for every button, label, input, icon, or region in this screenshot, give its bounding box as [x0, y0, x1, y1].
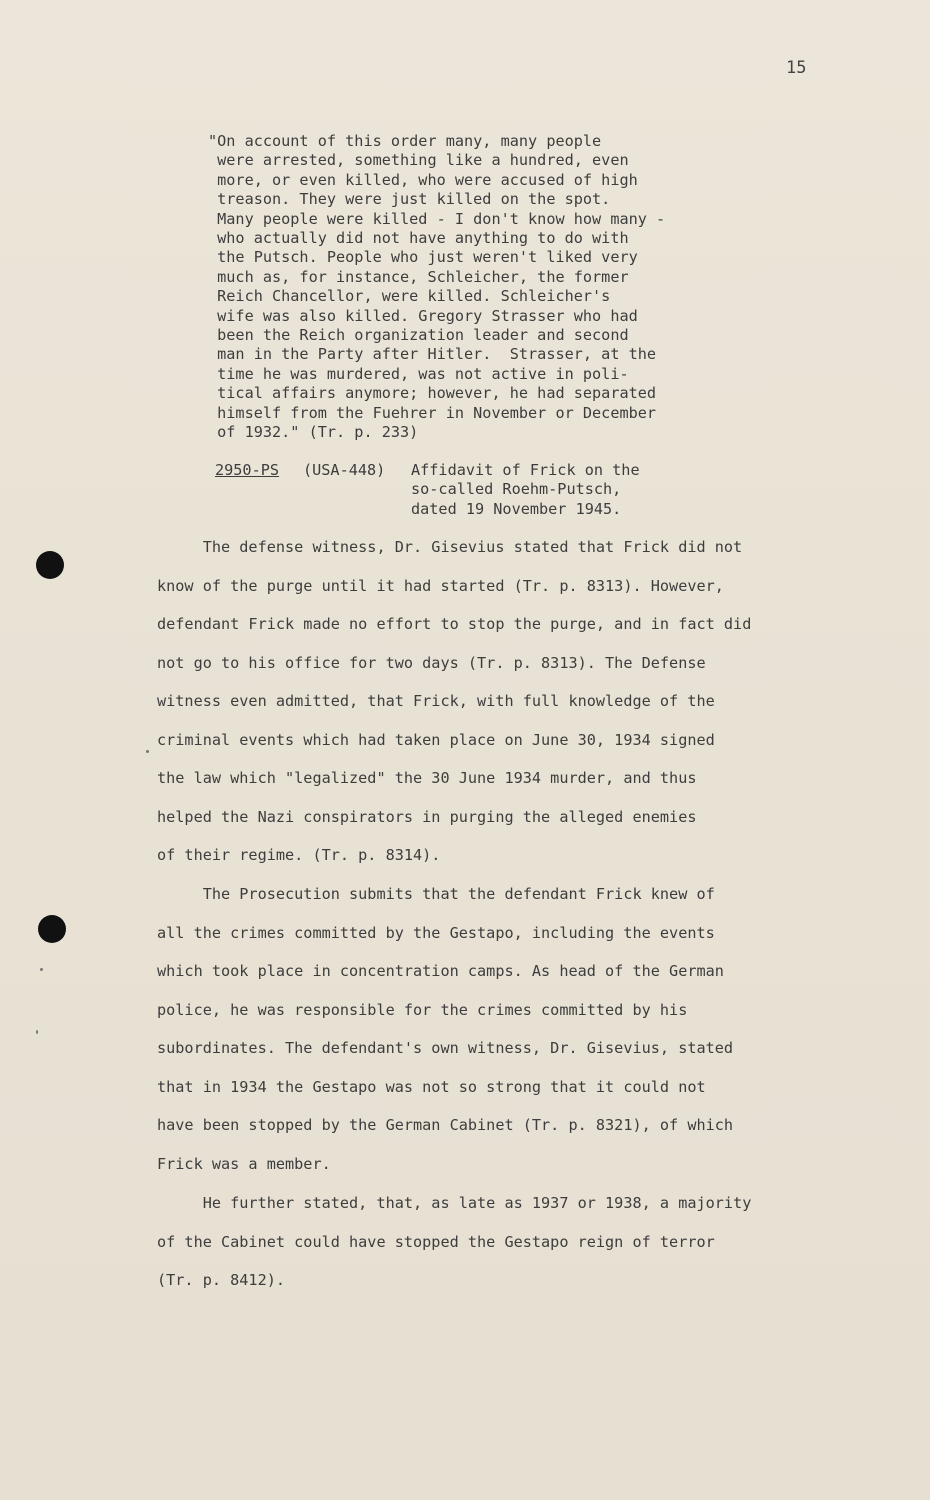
paragraph-line: know of the purge until it had started (Tr. p. 8313). However, — [157, 576, 724, 595]
quote-line: treason. They were just killed on the spot. — [208, 190, 611, 209]
paragraph-line: have been stopped by the German Cabinet (Tr. p. 8321), of which — [157, 1116, 734, 1134]
exhibit-description-line: so-called Roehm-Putsch, — [411, 480, 622, 499]
ink-speck — [40, 968, 43, 971]
punch-hole-top — [36, 551, 64, 579]
paragraph-line: police, he was responsible for the crimes committed by his — [157, 1000, 688, 1019]
exhibit-description-line: Affidavit of Frick on the — [411, 461, 640, 479]
quote-line: much as, for instance, Schleicher, the former — [208, 267, 629, 286]
paragraph-line: of the Cabinet could have stopped the Gestapo reign of terror — [157, 1232, 715, 1251]
quote-line: himself from the Fuehrer in November or December — [208, 403, 657, 422]
paragraph-line: of their regime. (Tr. p. 8314). — [157, 846, 441, 864]
quote-line: tical affairs anymore; however, he had separated — [208, 384, 657, 403]
paragraph-line: He further stated, that, as late as 1937 or 1938, a majority — [157, 1194, 752, 1212]
paragraph-line: helped the Nazi conspirators in purging the alleged enemies — [157, 807, 697, 826]
quote-line: Many people were killed - I don't know how many - — [208, 209, 666, 228]
quote-line: man in the Party after Hitler. Strasser, at the — [208, 345, 657, 364]
paragraph-line: Frick was a member. — [157, 1154, 331, 1173]
testimony-quote — [208, 132, 708, 443]
quote-line: the Putsch. People who just weren't liked very — [208, 248, 638, 267]
paragraph-line: not go to his office for two days (Tr. p. 8313). The Defense — [157, 653, 706, 672]
paragraph-line: that in 1934 the Gestapo was not so strong that it could not — [157, 1077, 706, 1096]
exhibit-description-line: dated 19 November 1945. — [411, 499, 622, 518]
exhibit-document-id: 2950-PS — [215, 461, 280, 479]
paragraph-cabinet-majority — [157, 1194, 837, 1310]
quote-line: "On account of this order many, many people — [208, 132, 602, 150]
quote-line: been the Reich organization leader and second — [208, 326, 629, 345]
paragraph-line: criminal events which had taken place on June 30, 1934 signed — [157, 730, 715, 749]
quote-line: time he was murdered, was not active in poli- — [208, 364, 629, 383]
ink-speck — [146, 750, 149, 753]
exhibit-description — [411, 461, 731, 519]
paragraph-line: all the crimes committed by the Gestapo, including the events — [157, 923, 715, 942]
quote-line: were arrested, something like a hundred, even — [208, 151, 629, 170]
quote-line: Reich Chancellor, were killed. Schleicher's — [208, 287, 611, 306]
paragraph-prosecution-submission — [157, 885, 837, 1193]
paragraph-line: defendant Frick made no effort to stop the purge, and in fact did — [157, 615, 752, 633]
punch-hole-bottom — [38, 915, 66, 943]
paragraph-gisevius-testimony — [157, 538, 837, 885]
ink-speck — [36, 1030, 38, 1034]
paragraph-line: which took place in concentration camps. As head of the German — [157, 962, 724, 980]
paragraph-line: (Tr. p. 8412). — [157, 1271, 286, 1289]
paragraph-line: witness even admitted, that Frick, with full knowledge of the — [157, 692, 715, 710]
quote-line: more, or even killed, who were accused of high — [208, 170, 638, 189]
paragraph-line: The Prosecution submits that the defendant Frick knew of — [157, 885, 715, 903]
quote-line: who actually did not have anything to do with — [208, 229, 629, 248]
page-number: 15 — [786, 58, 807, 78]
paragraph-line: the law which "legalized" the 30 June 1934 murder, and thus — [157, 769, 697, 787]
paragraph-line: subordinates. The defendant's own witness, Dr. Gisevius, stated — [157, 1039, 734, 1057]
exhibit-usa-number: (USA-448) — [303, 461, 386, 479]
paragraph-line: The defense witness, Dr. Gisevius stated that Frick did not — [157, 538, 743, 556]
quote-line: wife was also killed. Gregory Strasser who had — [208, 306, 638, 325]
quote-line: of 1932." (Tr. p. 233) — [208, 423, 419, 442]
